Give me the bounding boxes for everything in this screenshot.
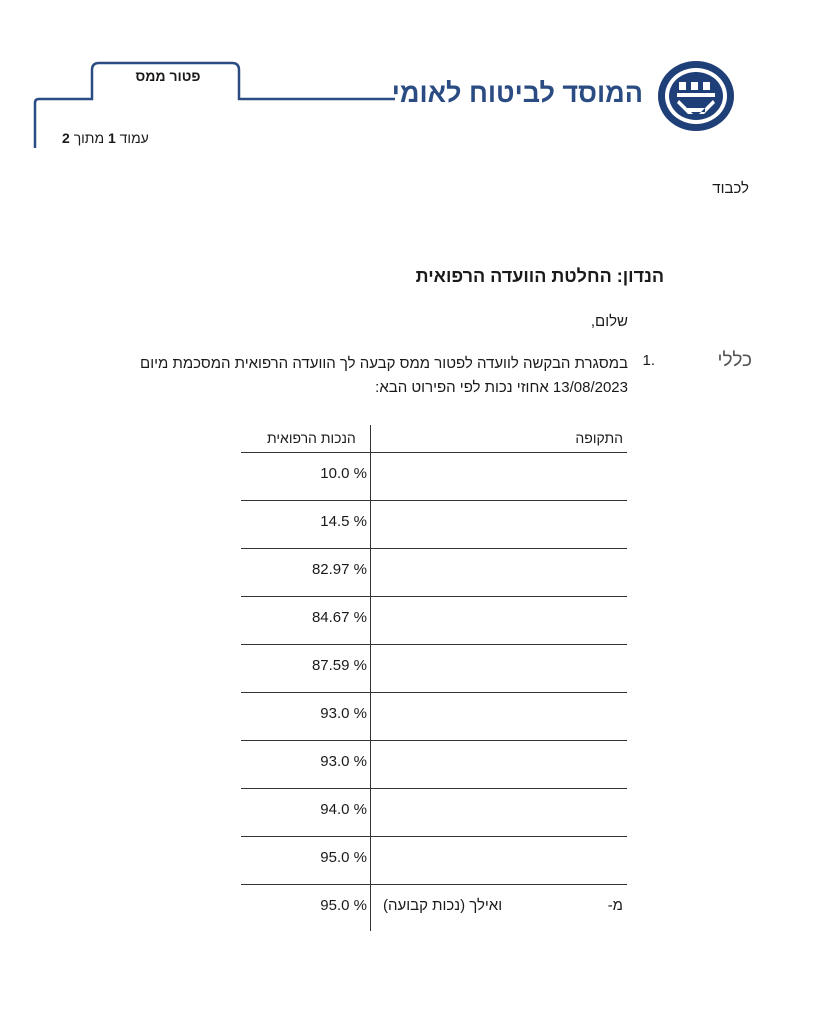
disability-value: 94.0 % (320, 801, 367, 818)
table-row (241, 836, 627, 884)
row-divider (241, 644, 627, 645)
table-row (241, 884, 627, 932)
page-of: מתוך (73, 130, 105, 146)
paragraph-line-1: במסגרת הבקשה לוועדה לפטור ממס קבעה לך הוועדה הרפואית המסכמת מיום (140, 355, 628, 372)
disability-value: 82.97 % (311, 561, 367, 578)
table-row (241, 644, 627, 692)
disability-value: 10.0 % (320, 465, 367, 482)
header-period: התקופה (575, 430, 623, 446)
row-divider (241, 596, 627, 597)
row-divider (241, 548, 627, 549)
paragraph-text (48, 352, 628, 400)
page-prefix: עמוד (119, 130, 149, 146)
paragraph-number: 1. (642, 352, 655, 369)
disability-value: 87.59 % (311, 657, 367, 674)
row-divider (241, 740, 627, 741)
period-onward: ואילך (נכות קבועה) (383, 897, 503, 914)
table-row (241, 692, 627, 740)
row-divider (241, 452, 627, 453)
paragraph-line-2: 13/08/2023 אחוזי נכות לפי הפירוט הבא: (375, 379, 628, 396)
disability-value: 95.0 % (320, 849, 367, 866)
header-disability: הנכות הרפואית (267, 430, 356, 446)
section-label: כללי (717, 350, 752, 371)
row-divider (241, 836, 627, 837)
row-divider (241, 788, 627, 789)
row-divider (241, 884, 627, 885)
national-insurance-logo (657, 60, 735, 132)
page-indicator (62, 130, 212, 146)
page-current: 1 (107, 130, 116, 146)
form-tab-label: פטור ממס (135, 68, 201, 84)
disability-value: 93.0 % (320, 705, 367, 722)
table-row (241, 596, 627, 644)
greeting: שלום, (590, 313, 628, 330)
table-row (241, 548, 627, 596)
disability-table (241, 425, 627, 935)
organization-name: המוסד לביטוח לאומי (391, 78, 643, 108)
table-row (241, 500, 627, 548)
period-from: מ- (607, 897, 623, 914)
table-row (241, 788, 627, 836)
row-divider (241, 692, 627, 693)
disability-value: 14.5 % (320, 513, 367, 530)
row-divider (241, 500, 627, 501)
recipient-line: לכבוד (712, 180, 749, 197)
disability-value: 84.67 % (311, 609, 367, 626)
disability-value: 93.0 % (320, 753, 367, 770)
page-total: 2 (62, 130, 70, 146)
table-row (241, 452, 627, 500)
subject-line: הנדון: החלטת הוועדה הרפואית (415, 266, 664, 286)
table-row (241, 740, 627, 788)
disability-value: 95.0 % (320, 897, 367, 914)
